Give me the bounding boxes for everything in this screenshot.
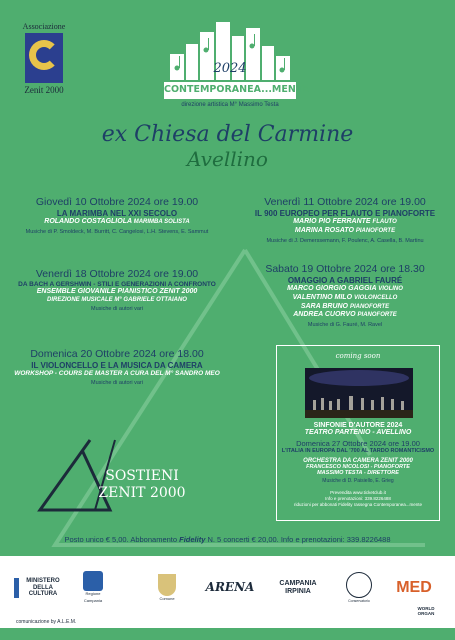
association-name: Zenit 2000 <box>24 85 64 95</box>
performer-name: MARCO GIORGIO GAGGIA <box>287 285 377 292</box>
event-performer: ENSEMBLE GIOVANILE PIANISTICO ZENIT 2000 <box>36 288 198 295</box>
event-performer: DIREZIONE MUSICALE M° GABRIELE OTTAIANO <box>47 296 187 303</box>
event-music: Musiche di autori vari <box>91 306 143 313</box>
regione-campania-logo: Regione Campania <box>76 570 110 606</box>
coming-soon-label: coming soon <box>335 352 381 360</box>
series-performer: MASSIMO TESTA - DIRETTORE <box>317 470 399 476</box>
festival-logo <box>160 18 309 126</box>
series-venue: TEATRO PARTENIO - AVELLINO <box>304 429 412 436</box>
venue-title: ex Chiesa del Carmine <box>101 122 354 147</box>
price-text-pre: Posto unico € 5,00. Abbonamento <box>64 535 180 544</box>
support-line-2: ZENIT 2000 <box>98 484 186 501</box>
event-performer <box>12 218 222 227</box>
association-logo <box>20 22 68 95</box>
event-music: Musiche di autori vari <box>91 380 143 387</box>
event-title: LA MARIMBA NEL XXI SECOLO <box>56 209 178 218</box>
event-19-october <box>240 263 450 328</box>
event-music: Musiche di J. Demerssemann, F. Poulenc, A. Casella, B. Martinu <box>266 237 424 244</box>
event-performer <box>240 227 450 236</box>
price-text-post: N. 5 concerti € 20,00. Info e prenotazioni: 339.8226488 <box>205 535 391 544</box>
series-concert-title: L'ITALIA IN EUROPA DAL '700 AL TARDO ROMANTICISMO <box>281 448 435 454</box>
event-music: Musiche di P. Smoldeck, M. Burritt, C. Cangelosi, L.H. Stevens, E. Sammut <box>25 228 209 235</box>
performer-role: PIANOFORTE <box>349 303 390 310</box>
festival-direction: direzione artistica M° Massimo Testa <box>181 102 279 108</box>
association-label: Associazione <box>22 22 66 31</box>
irpinia-logo: CAMPANIA IRPINIA <box>279 580 317 595</box>
event-performer <box>240 303 450 312</box>
event-music: Musiche di G. Fauré, M. Ravel <box>307 322 383 328</box>
performer-name: SARA BRUNO <box>300 302 348 310</box>
performer-name: MARIO PIO FERRANTE <box>293 218 371 225</box>
event-title: IL VIOLONCELLO E LA MUSICA DA CAMERA <box>31 361 203 370</box>
coming-soon-details <box>277 422 439 508</box>
event-performer: WORKSHOP - COURS DE MASTER A CURA DEL M° SANDRO MEO <box>14 370 220 377</box>
booking-info: Info e prenotazioni: 339.8226488 <box>325 495 391 501</box>
ministry-logo: MINISTERO DELLA CULTURA <box>14 570 64 606</box>
med-logo: MED <box>396 579 432 597</box>
event-title: OMAGGIO A GABRIEL FAURÉ <box>287 276 403 285</box>
credit-text: comunicazione by A.L.E.M. <box>16 619 77 625</box>
event-performer <box>240 311 450 320</box>
event-date: Giovedì 10 Ottobre 2024 ore 19.00 <box>35 196 199 208</box>
event-performer <box>240 294 450 303</box>
price-info <box>0 528 455 548</box>
event-title: IL 900 EUROPEO PER FLAUTO E PIANOFORTE <box>254 209 436 218</box>
event-date: Venerdì 11 Ottobre 2024 ore 19.00 <box>264 196 426 208</box>
arena-logo: ARENA <box>205 580 255 595</box>
fidelity-label: Fidelity <box>179 535 206 544</box>
event-title: DA BACH A GERSHWIN - STILI E GENERAZIONI A CONFRONTO <box>18 281 216 288</box>
event-performer <box>240 285 450 294</box>
city-title: Avellino <box>187 147 268 171</box>
performer-role: VIOLINO <box>378 286 403 292</box>
performer-role: FLAUTO <box>372 219 397 225</box>
event-20-october <box>12 348 222 386</box>
event-10-october <box>12 196 222 235</box>
event-date: Venerdì 18 Ottobre 2024 ore 19.00 <box>35 268 199 280</box>
support-line-1: SOSTIENI <box>105 468 179 484</box>
series-performer: FRANCESCO NICOLOSI - PIANOFORTE <box>306 464 410 470</box>
festival-name: CONTEMPORANEA...MENTE <box>164 84 309 95</box>
performer-name: MARINA ROSATO <box>294 226 354 234</box>
support-callout <box>82 468 202 502</box>
series-music: Musiche di D. Paisiello, E. Grieg <box>322 478 394 484</box>
zenit-emblem-icon <box>25 33 63 83</box>
event-11-october <box>240 196 450 244</box>
performer-name: ROLANDO COSTAGLIOLA <box>44 218 132 225</box>
world-organ-logo: WORLD ORGAN <box>417 606 435 616</box>
event-date: Sabato 19 Ottobre 2024 ore 18.30 <box>265 263 425 275</box>
orchestra-photo <box>305 368 413 418</box>
conservatorio-logo: Conservatorio <box>344 570 374 606</box>
series-date: Domenica 27 Ottobre 2024 ore 19.00 <box>296 439 420 448</box>
performer-role: VIOLONCELLO <box>353 294 398 301</box>
performer-name: VALENTINO MILO <box>292 293 353 301</box>
performer-name: ANDREA CUORVO <box>293 311 356 319</box>
coming-soon-box <box>276 345 440 521</box>
comune-logo: Comune <box>152 570 182 606</box>
sponsor-logos <box>0 556 455 628</box>
presale-info: Prevendita www.ticketclub.it <box>330 490 386 495</box>
series-title: SINFONIE D'AUTORE 2024 <box>313 422 403 429</box>
event-18-october <box>12 268 222 312</box>
festival-year: 2024 <box>213 61 247 76</box>
performer-role: MARIMBA SOLISTA <box>133 219 190 225</box>
event-performer <box>240 218 450 227</box>
performer-role: PIANOFORTE <box>355 227 396 234</box>
performer-role: PIANOFORTE <box>357 312 397 319</box>
discount-info: riduzioni per abbonati Fidelity rassegna Contemporanea...mente <box>293 501 423 507</box>
orchestra-name: ORCHESTRA DA CAMERA ZENIT 2000 <box>303 458 413 464</box>
series-info <box>277 490 439 508</box>
event-date: Domenica 20 Ottobre 2024 ore 18.00 <box>30 348 204 360</box>
